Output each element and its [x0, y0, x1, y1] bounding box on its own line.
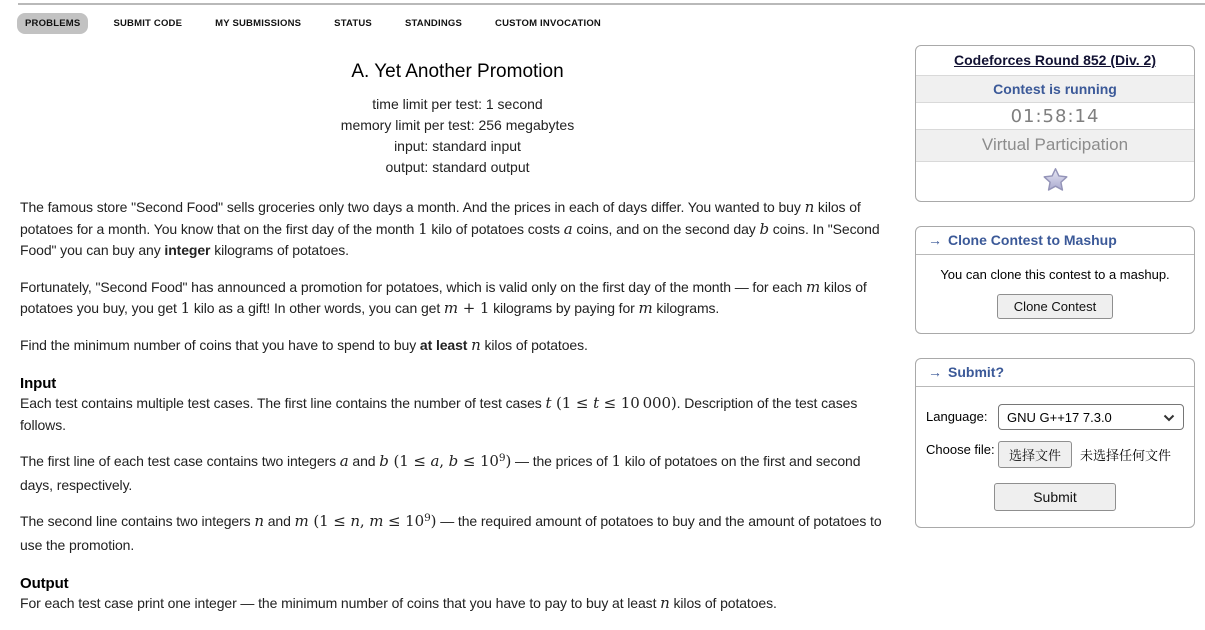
language-label: Language: [926, 409, 988, 424]
language-selected-value: GNU G++17 7.3.0 [1007, 409, 1112, 425]
star-icon[interactable] [1042, 167, 1069, 193]
contest-status: Contest is running [916, 75, 1194, 102]
statement-paragraph: Fortunately, "Second Food" has announced a promotion for potatoes, which is valid only on the first day of the month — for each m kilos of potatoes you buy, you get 1 kilo as a gift! In other words, you can get m + 1 kilograms by paying for m kilograms. [20, 277, 867, 317]
memory-limit: memory limit per test: 256 megabytes [340, 117, 575, 133]
input-paragraph: Each test contains multiple test cases. The first line contains the number of test cases t (1 ≤ t ≤ 10 000). Description of the test cases follows. [20, 394, 858, 433]
submit-box [915, 358, 1195, 528]
time-limit: time limit per test: 1 second [372, 96, 543, 112]
contest-title-row [916, 46, 1194, 75]
tab-my-submissions[interactable]: MY SUBMISSIONS [215, 18, 302, 29]
output-paragraph: For each test case print one integer — the minimum number of coins that you have to pay to buy at least n kilos of potatoes. [20, 594, 777, 612]
problem-title: A. Yet Another Promotion [351, 61, 564, 82]
choose-file-label: Choose file: [926, 442, 995, 457]
file-status-text: 未选择任何文件 [1080, 448, 1172, 463]
clone-box-caption [916, 227, 1194, 255]
favorite-row [916, 161, 1194, 201]
statement-paragraph: The famous store "Second Food" sells groceries only two days a month. And the prices in each of days differ. You wanted to buy n kilos of potatoes for a month. You know that on the first day of the month 1 kilo of potatoes costs a coins, and on the second day b coins. In "Second Food" you can buy any integer kilograms of potatoes. [20, 198, 880, 258]
contest-info-box [915, 45, 1195, 202]
contest-timer: 01:58:14 [916, 102, 1194, 129]
clone-box-title: Clone Contest to Mashup [948, 232, 1117, 248]
arrow-icon: → [928, 364, 942, 380]
clone-contest-button[interactable]: Clone Contest [997, 294, 1113, 319]
tab-submit-code[interactable]: SUBMIT CODE [113, 18, 183, 29]
submit-box-caption [916, 359, 1194, 387]
input-paragraph: The second line contains two integers n and m (1 ≤ n, $m \le 10^9$) — the required amount of potatoes to buy and the amount of potatoes to use the promotion. [20, 512, 882, 553]
output-spec: output: standard output [385, 159, 530, 175]
tab-custom-invocation[interactable]: CUSTOM INVOCATION [495, 18, 601, 29]
chevron-down-icon [1163, 414, 1175, 422]
tab-standings[interactable]: STANDINGS [404, 18, 463, 29]
statement-paragraph: Find the minimum number of coins that you have to spend to buy at least n kilos of potatoes. [20, 335, 588, 354]
arrow-icon: → [928, 232, 942, 248]
problem-statement [20, 40, 895, 630]
choose-file-button[interactable]: 选择文件 [998, 441, 1072, 468]
clone-caption-text: You can clone this contest to a mashup. [940, 267, 1170, 282]
sidebar [915, 45, 1195, 552]
virtual-participation-label: Virtual Participation [916, 129, 1194, 161]
tab-status[interactable]: STATUS [334, 18, 372, 29]
contest-tabbar [0, 5, 1205, 40]
language-select[interactable] [998, 404, 1184, 430]
input-paragraph: The first line of each test case contains two integers a and b (1 ≤ a, $b \le 10^9$) — the prices of 1 kilo of potatoes on the first and second days, respectively. [20, 452, 861, 493]
clone-contest-box [915, 226, 1195, 334]
input-spec: input: standard input [394, 138, 521, 154]
input-section-heading: Input [20, 375, 57, 392]
contest-title-link[interactable]: Codeforces Round 852 (Div. 2) [953, 52, 1156, 68]
tab-problems[interactable]: PROBLEMS [17, 13, 88, 34]
submit-button[interactable]: Submit [994, 483, 1116, 511]
output-section-heading: Output [20, 575, 69, 592]
submit-box-title: Submit? [948, 364, 1004, 380]
problem-meta [20, 94, 895, 178]
